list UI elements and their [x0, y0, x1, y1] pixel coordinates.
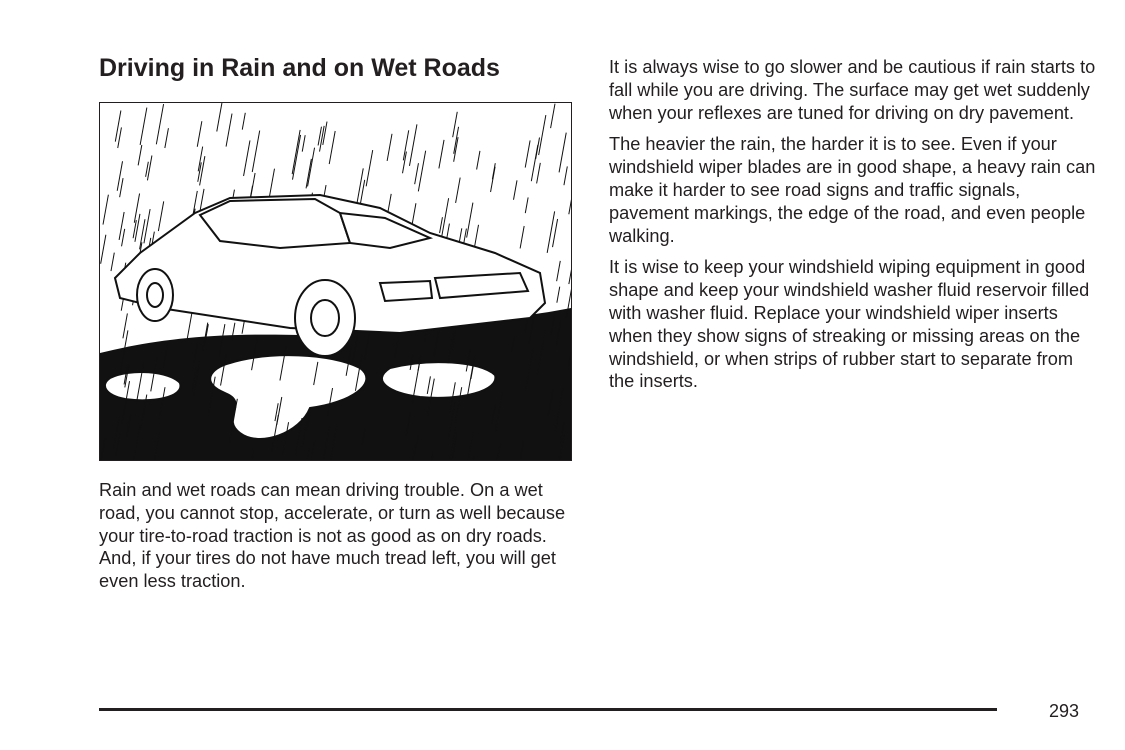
rain-streak — [537, 163, 541, 184]
rain-streak — [122, 229, 125, 246]
rain-streak — [525, 197, 528, 213]
rain-streak — [467, 203, 473, 238]
paragraph: It is wise to keep your windshield wiping equipment in good shape and keep your windshield washer fluid reservoir filled with washer fluid. Replace your windshield wiper inserts when they show signs of streaking or missing areas on the windshield, or when strips of rubber start to separate from the inserts. — [609, 257, 1090, 392]
rain-streak — [293, 135, 301, 180]
rain-streak — [440, 217, 443, 233]
rain-streak — [197, 121, 202, 147]
rain-streak — [158, 201, 163, 231]
rain-streak — [244, 140, 250, 176]
rain-streak — [165, 128, 169, 148]
car-in-rain-illustration — [99, 102, 572, 461]
rain-streak — [144, 209, 150, 243]
rain-streak — [329, 131, 335, 164]
rain-streak — [439, 140, 444, 169]
illustration-svg — [100, 103, 571, 460]
rain-streak — [564, 166, 567, 185]
rain-streak — [387, 134, 392, 161]
rain-streak — [103, 195, 108, 225]
rain-streak — [491, 167, 496, 192]
rain-streak — [525, 140, 530, 167]
rain-streak — [147, 156, 151, 181]
rain-streak — [569, 197, 571, 214]
rain-streak — [409, 124, 416, 166]
rain-streak — [302, 135, 305, 151]
rain-streak — [366, 150, 373, 186]
rain-streak — [111, 253, 114, 271]
rain-streak — [135, 214, 140, 242]
rain-streak — [539, 115, 546, 155]
rain-streak — [242, 113, 245, 130]
rain-streak — [120, 178, 123, 197]
rain-streak — [323, 122, 327, 145]
rain-streak — [308, 148, 315, 187]
rain-streak — [557, 287, 560, 303]
rain-streak — [569, 262, 571, 284]
page-title: Driving in Rain and on Wet Roads — [99, 54, 500, 82]
rain-streak — [453, 112, 458, 137]
rain-streak — [140, 219, 145, 249]
rain-streak — [140, 108, 147, 145]
rain-streak — [118, 127, 122, 148]
rain-streak — [531, 145, 538, 181]
rain-streak — [415, 163, 419, 184]
rain-streak — [412, 203, 416, 223]
rain-streak — [251, 173, 255, 198]
rain-streak — [146, 162, 149, 177]
rain-streak — [138, 145, 142, 165]
rain-streak — [520, 226, 524, 248]
rain-streak — [557, 261, 561, 281]
rain-streak — [101, 235, 106, 264]
right-column-text — [609, 56, 1099, 402]
rain-streak — [418, 151, 425, 192]
rain-streak — [456, 178, 461, 203]
rain-streak — [559, 133, 566, 173]
rain-streak — [306, 159, 311, 188]
left-column-text — [99, 479, 574, 593]
rain-streak — [226, 114, 232, 147]
rain-streak — [156, 104, 163, 144]
rain-streak — [217, 103, 222, 132]
rain-streak — [547, 211, 554, 252]
puddle — [105, 372, 180, 400]
rain-streak — [551, 104, 555, 128]
rain-streak — [477, 151, 480, 170]
paragraph: Rain and wet roads can mean driving trouble. On a wet road, you cannot stop, accelerate, or turn as well because your tire-to-road traction is not as good as on dry roads. And, if your tires do not have much tread left, you will get even less traction. — [99, 480, 566, 592]
puddle — [382, 362, 495, 398]
footer-rule — [99, 708, 997, 711]
page-number: 293 — [1049, 701, 1080, 721]
paragraph: The heavier the rain, the harder it is to see. Even if your windshield wiper blades are in good shape, a heavy rain can make it harder to see road signs and traffic signals, pavement markings, the edge of the road, and even people walking. — [609, 134, 1096, 246]
rain-streak — [292, 130, 300, 174]
rain-streak — [252, 131, 259, 172]
paragraph: It is always wise to go slower and be cautious if rain starts to fall while you are driving. The surface may get wet suddenly when your reflexes are tuned for driving on dry pavement. — [609, 57, 1096, 123]
rain-streak — [514, 180, 517, 199]
rain-streak — [553, 219, 558, 247]
